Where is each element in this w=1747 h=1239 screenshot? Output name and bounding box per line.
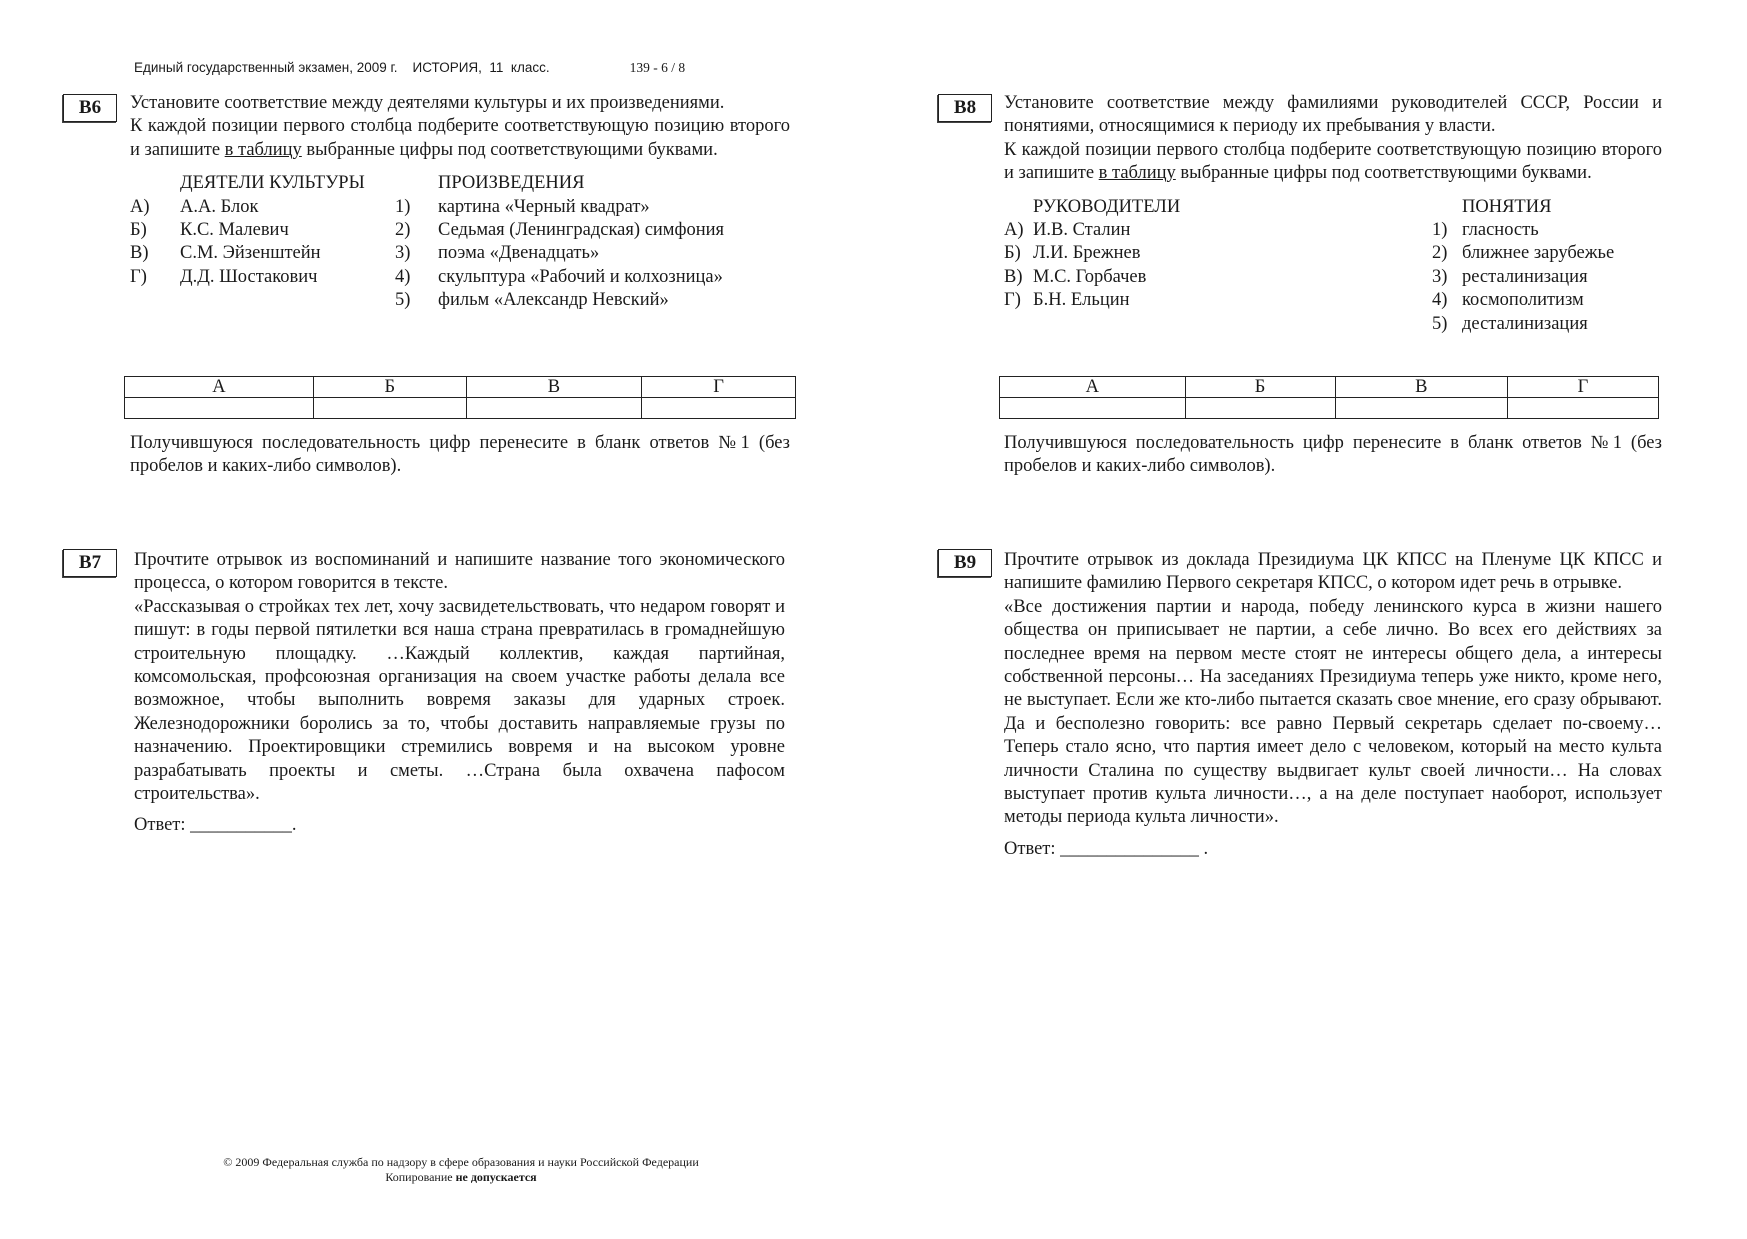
right-list xyxy=(395,196,724,313)
list-item: В) М.С. Горбачев xyxy=(1004,266,1147,287)
list-item: 5) десталинизация xyxy=(1432,313,1588,334)
answer-cell[interactable] xyxy=(1507,398,1658,419)
list-item: В) С.М. Эйзенштейн xyxy=(130,243,321,264)
task-instructions: К каждой позиции первого столбца подберите соответствующую позицию второго и запишите в таблицу выбранные цифры под соответствующими буквами. xyxy=(130,116,790,160)
matching-columns xyxy=(130,172,790,312)
left-list xyxy=(130,196,321,290)
task-intro: Установите соответствие между фамилиями руководителей СССР, России и понятиями, относящимися к периоду их пребывания у власти. xyxy=(1004,93,1662,137)
subject: ИСТОРИЯ, 11 класс. xyxy=(412,60,550,75)
matching-columns xyxy=(1004,196,1662,336)
left-list xyxy=(1004,219,1146,313)
answer-cell[interactable] xyxy=(125,398,314,419)
answer-cell[interactable] xyxy=(1335,398,1507,419)
footer xyxy=(196,1155,726,1185)
list-item: Б) Л.И. Брежнев xyxy=(1004,243,1141,264)
right-list xyxy=(1432,219,1614,336)
column-title-left: ДЕЯТЕЛИ КУЛЬТУРЫ xyxy=(180,173,365,194)
answer-cell[interactable] xyxy=(642,398,796,419)
list-item: Г) Б.Н. Ельцин xyxy=(1004,290,1130,311)
answer-table-b6: А Б В Г xyxy=(124,376,796,419)
list-item: 1) картина «Черный квадрат» xyxy=(395,196,650,217)
list-item: 2) Седьмая (Ленинградская) симфония xyxy=(395,220,725,240)
task-intro: Прочтите отрывок из доклада Президиума ЦК КПСС на Пленуме ЦК КПСС и напишите фамилию Первого секретаря КПСС, о котором идет речь в отрывке. xyxy=(1004,550,1662,594)
answer-line[interactable]: Ответ: ___________. xyxy=(134,815,297,836)
task-label-b6: В6 xyxy=(63,94,117,122)
list-item: 1) гласность xyxy=(1432,220,1539,241)
page-number: 139 - 6 / 8 xyxy=(629,60,686,75)
list-item: 3) ресталинизация xyxy=(1432,266,1588,287)
list-item: 2) ближнее зарубежье xyxy=(1432,243,1615,264)
answer-cell[interactable] xyxy=(1000,398,1186,419)
list-item: 4) скульптура «Рабочий и колхозница» xyxy=(395,266,723,287)
list-item: Г) Д.Д. Шостакович xyxy=(130,266,318,287)
column-title-right: ПРОИЗВЕДЕНИЯ xyxy=(438,173,585,194)
task-intro: Установите соответствие между деятелями культуры и их произведениями. xyxy=(130,93,725,113)
answer-line[interactable]: Ответ: _______________ . xyxy=(1004,838,1209,859)
task-label-b7: В7 xyxy=(63,549,117,577)
list-item: 3) поэма «Двенадцать» xyxy=(395,243,600,264)
transfer-note-b6: Получившуюся последовательность цифр перенесите в бланк ответов №1 (без пробелов и каких-либо символов). xyxy=(130,433,790,477)
answer-cell[interactable] xyxy=(1185,398,1335,419)
answer-cell[interactable] xyxy=(466,398,641,419)
task-b6 xyxy=(130,92,790,312)
copyright: © 2009 Федеральная служба по надзору в сфере образования и науки Российской Федерации xyxy=(223,1155,699,1169)
task-instructions: К каждой позиции первого столбца подберите соответствующую позицию второго и запишите в таблицу выбранные цифры под соответствующими буквами. xyxy=(1004,139,1662,184)
column-title-left: РУКОВОДИТЕЛИ xyxy=(1033,196,1181,217)
task-b7 xyxy=(134,549,785,838)
transfer-note-b8: Получившуюся последовательность цифр перенесите в бланк ответов №1 (без пробелов и каких-либо символов). xyxy=(1004,433,1662,477)
list-item: 5) фильм «Александр Невский» xyxy=(395,290,669,311)
list-item: 4) космополитизм xyxy=(1432,290,1584,311)
task-b8 xyxy=(1004,92,1662,336)
answer-cell[interactable] xyxy=(313,398,466,419)
column-title-right: ПОНЯТИЯ xyxy=(1462,196,1552,217)
task-b9 xyxy=(1004,549,1662,861)
copy-notice: Копирование не допускается xyxy=(385,1170,537,1184)
list-item: Б) К.С. Малевич xyxy=(130,220,289,240)
list-item: А) А.А. Блок xyxy=(130,196,259,217)
task-intro: Прочтите отрывок из воспоминаний и напишите название того экономического процесса, о котором говорится в тексте. xyxy=(134,550,785,594)
page-header xyxy=(134,60,685,76)
task-label-b9: В9 xyxy=(938,549,992,577)
list-item: А) И.В. Сталин xyxy=(1004,220,1131,241)
exam-title: Единый государственный экзамен, 2009 г. xyxy=(134,60,398,75)
quote: «Все достижения партии и народа, победу ленинского курса в жизни нашего общества он приписывает не партии, а себе лично. Во всех его действиях за последнее время на первом месте стоят не интересы общего дела, а интересы собственной персоны… На заседаниях Президиума теперь уже никто, кроме него, не выступает. Если же кто-либо пытается сказать свое мнение, его сразу обрывают. Да и бесполезно говорить: все равно Первый секретарь сделает по-своему… Теперь стало ясно, что партия имеет дело с человеком, который на место культа личности Сталина по существу выдвигает культ своей личности… На словах выступает против культа личности…, а на деле поступает наоборот, использует методы периода культа личности». xyxy=(1004,596,1662,828)
task-label-b8: В8 xyxy=(938,94,992,122)
answer-table-b8: А Б В Г xyxy=(999,376,1659,419)
quote: «Рассказывая о стройках тех лет, хочу засвидетельствовать, что недаром говорят и пишут: в годы первой пятилетки вся наша страна превратилась в громаднейшую строительную площадку. …Каждый коллектив, каждая партийная, комсомольская, профсоюзная организация на своем участке работы делала все возможное, чтобы выполнить вовремя заказы для ударных строек. Железнодорожники боролись за то, чтобы доставить направляемые грузы по назначению. Проектировщики стремились вовремя и на высоком уровне разрабатывать проекты и сметы. …Страна была охвачена пафосом строительства». xyxy=(134,596,785,805)
